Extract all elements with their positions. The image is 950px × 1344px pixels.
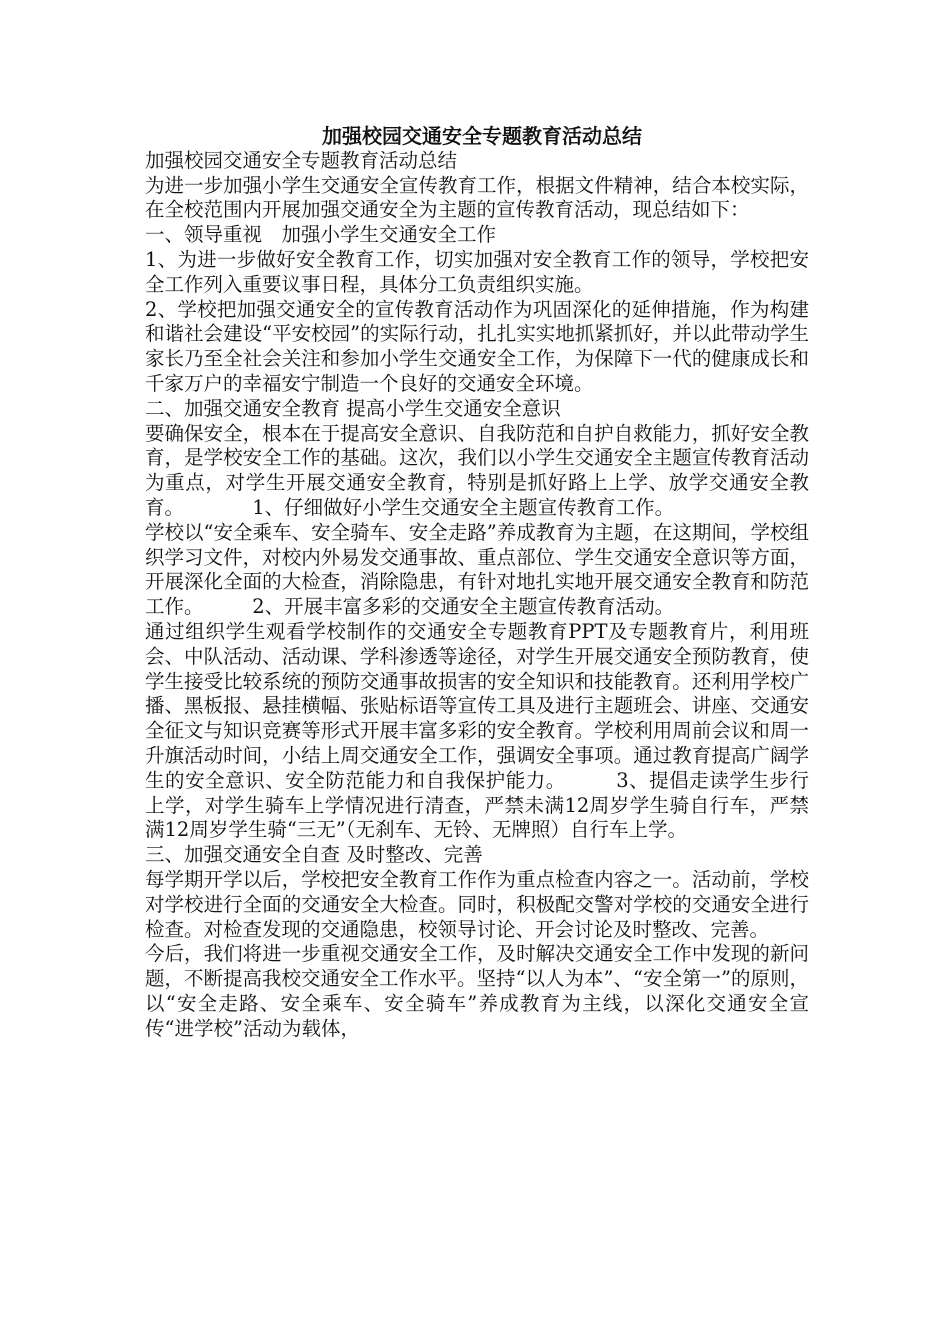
section-heading-1: 一、领导重视 加强小学生交通安全工作	[145, 223, 497, 247]
paragraph: 通过组织学生观看学校制作的交通安全专题教育PPT及专题教育片，利用班会、中队活动、活动课、学科渗透等途径，对学生开展交通安全预防教育，使学生接受比较系统的预防交通事故损害的安全知识和技能教育。还利用学校广播、黑板报、悬挂横幅、张贴标语等宣传工具及进行主题班会、讲座、交通安全征文与知识竞赛等形式开展丰富多彩的安全教育。学校利用周前会议和周一升旗活动时间，小结上周交通安全工作，强调安全事项。通过教育提高广阔学生的安全意识、安全防范能力和自我保护能力。 3、提倡走读学生步行上学，对学生骑车上学情况进行清查，严禁未满12周岁学生骑自行车，严禁满12周岁学生骑“三无”（无刹车、无铃、无牌照）自行车上学。	[145, 619, 809, 842]
paragraph: 1、为进一步做好安全教育工作，切实加强对安全教育工作的领导，学校把安全工作列入重要议事日程，具体分工负责组织实施。	[145, 247, 809, 296]
paragraph: 今后，我们将进一步重视交通安全工作，及时解决交通安全工作中发现的新问题，不断提高我校交通安全工作水平。坚持“以人为本”、“安全第一”的原则，以“安全走路、安全乘车、安全骑车”养成教育为主线，以深化交通安全宣传“进学校”活动为载体，	[145, 942, 809, 1040]
section-heading-3: 三、加强交通安全自查 及时整改、完善	[145, 843, 483, 867]
paragraph: 要确保安全，根本在于提高安全意识、自我防范和自护自救能力，抓好安全教育，是学校安全工作的基础。这次，我们以小学生交通安全主题宣传教育活动为重点，对学生开展交通安全教育，特别是抓好路上上学、放学交通安全教育。 1、仔细做好小学生交通安全主题宣传教育工作。	[145, 421, 809, 519]
paragraph: 学校以“安全乘车、安全骑车、安全走路”养成教育为主题，在这期间，学校组织学习文件，对校内外易发交通事故、重点部位、学生交通安全意识等方面，开展深化全面的大检查，消除隐患，有针对地扎实地开展交通安全教育和防范工作。 2、开展丰富多彩的交通安全主题宣传教育活动。	[145, 520, 809, 619]
paragraph: 2、学校把加强交通安全的宣传教育活动作为巩固深化的延伸措施，作为构建和谐社会建设“平安校园”的实际行动，扎扎实实地抓紧抓好，并以此带动学生家长乃至全社会关注和参加小学生交通安全工作，为保障下一代的健康成长和千家万户的幸福安宁制造一个良好的交通安全环境。	[145, 297, 809, 395]
document-title: 加强校园交通安全专题教育活动总结	[322, 124, 642, 148]
paragraph-subtitle: 加强校园交通安全专题教育活动总结	[145, 148, 458, 172]
section-heading-2: 二、加强交通安全教育 提高小学生交通安全意识	[145, 396, 561, 420]
document-body	[145, 124, 809, 1041]
paragraph: 每学期开学以后，学校把安全教育工作作为重点检查内容之一。活动前，学校对学校进行全面的交通安全大检查。同时，积极配交警对学校的交通安全进行检查。对检查发现的交通隐患，校领导讨论、开会讨论及时整改、完善。	[145, 867, 809, 941]
paragraph-intro: 为进一步加强小学生交通安全宣传教育工作，根据文件精神，结合本校实际，在全校范围内开展加强交通安全为主题的宣传教育活动，现总结如下：	[145, 173, 809, 222]
